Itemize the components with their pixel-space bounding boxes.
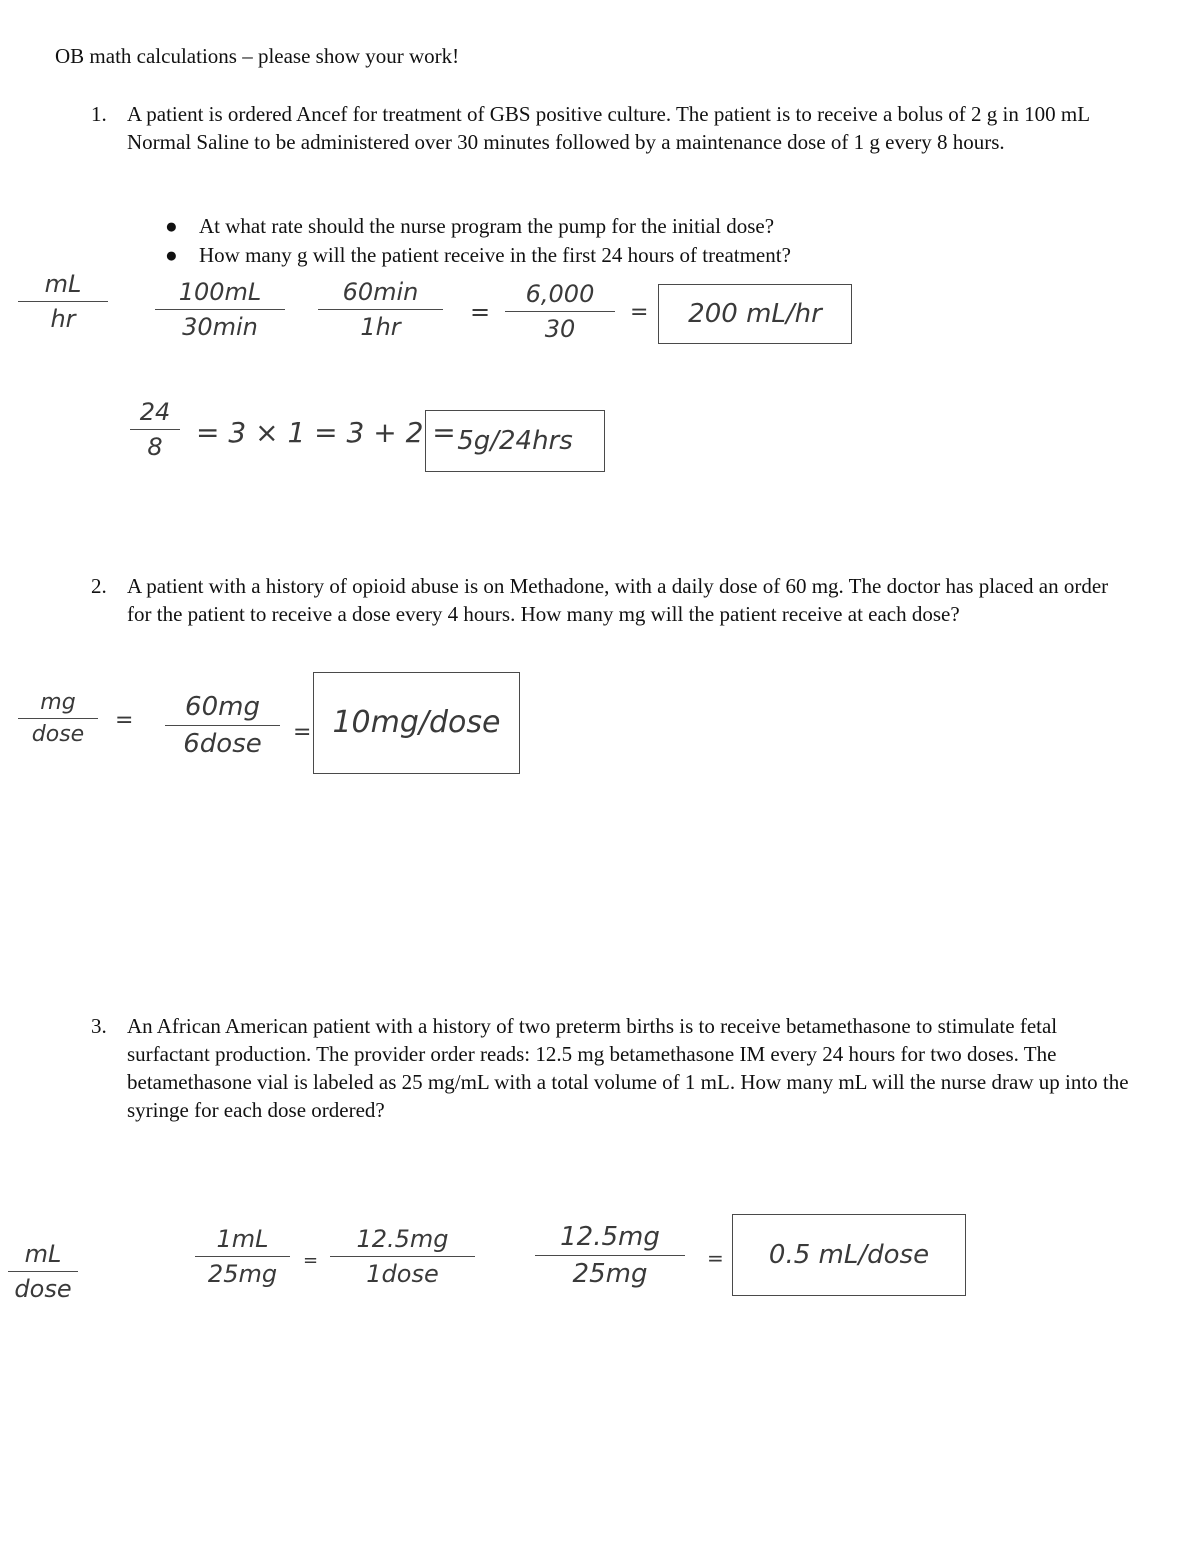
fraction-term: 24 8 (130, 398, 180, 461)
question-text: A patient is ordered Ancef for treatment of GBS positive culture. The patient is to receive a bolus of 2 g in 100 mL Normal Saline to be administered over 30 minutes followed by a maintenance dose of 1 g every 8 hours. (127, 102, 1090, 154)
question-number: 1. (91, 102, 107, 126)
equals-sign: = (303, 1250, 319, 1271)
equals-sign: = (115, 708, 134, 733)
fraction-term: 100mL 30min (155, 278, 285, 341)
bullet-icon: ● (165, 243, 178, 267)
fraction-term: 60mg 6dose (165, 692, 280, 759)
fraction-term: 6,000 30 (505, 280, 615, 343)
question-2 (91, 572, 1137, 628)
fraction-term: 1mL 25mg (195, 1225, 290, 1288)
equals-sign: = (707, 1246, 724, 1270)
answer-box: 5g/24hrs (425, 410, 605, 472)
answer-box: 0.5 mL/dose (732, 1214, 966, 1296)
unit-fraction: mL dose (8, 1240, 78, 1303)
equals-sign: = (630, 300, 649, 325)
question-1 (91, 100, 1137, 156)
equals-sign: = (293, 720, 312, 745)
fraction-term: 12.5mg 1dose (330, 1225, 475, 1288)
bullet-text: At what rate should the nurse program the pump for the initial dose? (199, 214, 775, 238)
unit-fraction: mL hr (18, 270, 108, 333)
question-text: An African American patient with a history of two preterm births is to receive betamethasone to stimulate fetal surfactant production. The provider order reads: 12.5 mg betamethasone IM every 24 hours for two doses. The betamethasone vial is labeled as 25 mg/mL with a total volume of 1 mL. How many mL will the nurse draw up into the syringe for each dose ordered? (127, 1014, 1129, 1122)
unit-fraction: mg dose (18, 690, 98, 747)
answer-box: 200 mL/hr (658, 284, 852, 344)
bullet-text: How many g will the patient receive in the first 24 hours of treatment? (199, 243, 791, 267)
question-text: A patient with a history of opioid abuse is on Methadone, with a daily dose of 60 mg. The doctor has placed an order for the patient to receive a dose every 4 hours. How many mg will the patient receive at each dose? (127, 574, 1109, 626)
question-number: 3. (91, 1014, 107, 1038)
calculation-expression: = 3 × 1 = 3 + 2 = (196, 416, 456, 449)
page-title: OB math calculations – please show your work! (55, 44, 460, 68)
question-3 (91, 1012, 1137, 1124)
answer-box: 10mg/dose (313, 672, 520, 774)
fraction-term: 12.5mg 25mg (535, 1222, 685, 1289)
question-number: 2. (91, 574, 107, 598)
equals-sign: = (470, 298, 491, 326)
fraction-term: 60min 1hr (318, 278, 443, 341)
bullet-icon: ● (165, 214, 178, 238)
